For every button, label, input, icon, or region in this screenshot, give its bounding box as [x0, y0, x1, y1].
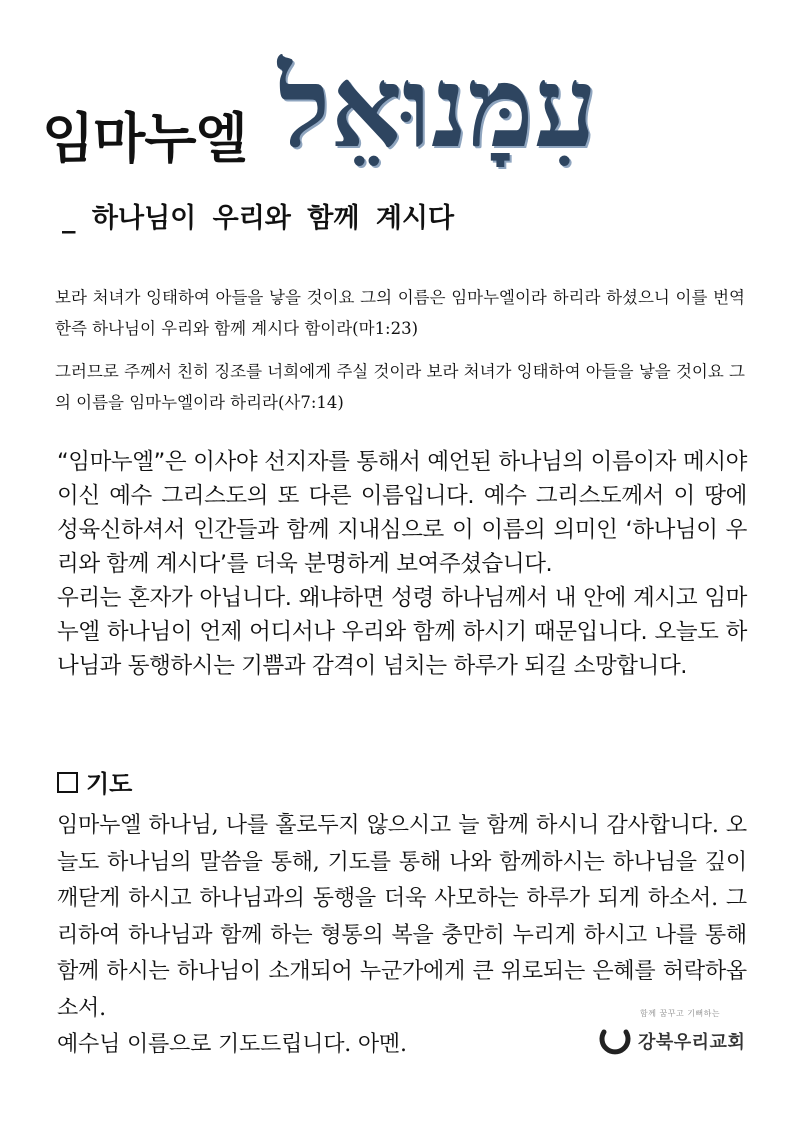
body-paragraph: “임마누엘”은 이사야 선지자를 통해서 예언된 하나님의 이름이자 메시야이신 예수 그리스도의 또 다른 이름입니다. 예수 그리스도께서 이 땅에 성육신하셔서 인간들과 함께 지내심으로 이 이름의 의미인 ‘하나님이 우리와 함께 계시다’를 더욱 분명하게 보여주셨습니다. — [57, 449, 747, 577]
devotional-body — [57, 445, 747, 683]
prayer-closing: 예수님 이름으로 기도드립니다. 아멘. — [57, 1032, 407, 1057]
checkbox-square-icon — [57, 772, 78, 793]
prayer-paragraph: 임마누엘 하나님, 나를 홀로두지 않으시고 늘 함께 하시니 감사합니다. 오늘도 하나님의 말씀을 통해, 기도를 통해 나와 함께하시는 하나님을 깊이 깨닫게 하시고 하나님과의 동행을 더욱 사모하는 하루가 되게 하소서. 그리하여 하나님과 함께 하는 형통의 복을 충만히 누리게 하시고 나를 통해 함께 하시는 하나님이 소개되어 누군가에게 큰 위로되는 은혜를 허락하옵소서. — [57, 813, 747, 1021]
page-title: 임마누엘 — [42, 107, 247, 170]
church-name: 강북우리교회 — [638, 1032, 746, 1053]
scripture-verse-isaiah: 그러므로 주께서 친히 징조를 너희에게 주실 것이라 보라 처녀가 잉태하여 아들을 낳을 것이요 그의 이름을 임마누엘이라 하리라(사7:14) — [55, 362, 745, 412]
prayer-heading-label: 기도 — [86, 770, 133, 798]
subtitle: _ 하나님이 우리와 함께 계시다 — [62, 203, 455, 234]
scripture-verse-matthew: 보라 처녀가 잉태하여 아들을 낳을 것이요 그의 이름은 임마누엘이라 하리라 하셨으니 이를 번역한즉 하나님이 우리와 함께 계시다 함이라(마1:23) — [55, 288, 745, 338]
prayer-heading — [57, 768, 132, 800]
church-logo — [596, 1008, 756, 1068]
church-logo-arc-icon — [598, 1024, 632, 1058]
body-paragraph: 우리는 혼자가 아닙니다. 왜냐하면 성령 하나님께서 내 안에 계시고 임마누엘 하나님이 언제 어디서나 우리와 함께 하시기 때문입니다. 오늘도 하나님과 동행하시는 기쁨과 감격이 넘치는 하루가 되길 소망합니다. — [57, 585, 747, 679]
hebrew-title: עִמָּנוּאֵל — [278, 42, 598, 173]
church-tagline: 함께 꿈꾸고 기뻐하는 — [640, 1009, 721, 1018]
